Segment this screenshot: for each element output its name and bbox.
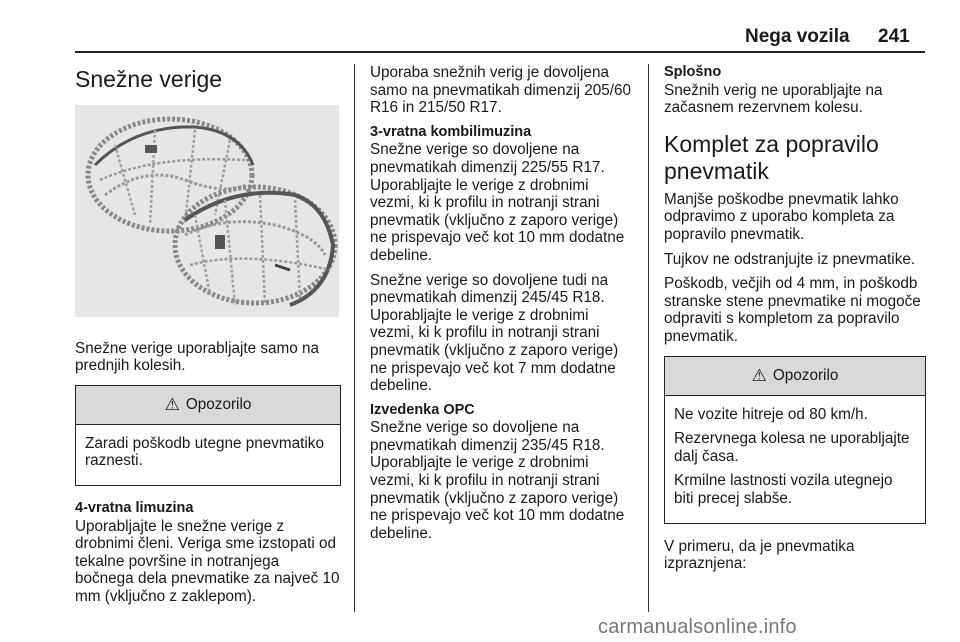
paragraph-opc: Snežne verige so dovoljene na pnevmatikah dimenzij 235/45 R18. Uporabljajte le verige z drobnimi vezmi, ki k profilu in notranji strani pnevmatik (vključno z zaporo verige) ne prispevajo več kot 10 mm dodatne debeline. [370, 419, 625, 542]
warning-line-handling: Krmilne lastnosti vozila utegnejo biti precej slabše. [674, 472, 893, 507]
paragraph-intro-dimensions: Uporaba snežnih verig je dovoljena samo na pnevmatikah dimenzij 205/60 R16 in 215/50 R17. [370, 64, 632, 117]
warning-line-speed: Ne vozite hitreje od 80 km/h. [674, 405, 868, 423]
subheading-general: Splošno [664, 64, 722, 80]
page-number: 241 [878, 26, 910, 47]
page-header-title: Nega vozila [745, 26, 850, 47]
snow-chains-illustration [75, 105, 339, 317]
subheading-4-door-sedan: 4-vratna limuzina [75, 499, 194, 516]
warning-line-spare: Rezervnega kolesa ne uporabljajte dalj časa. [674, 430, 910, 465]
warning-header [76, 386, 340, 425]
paragraph-4-door-sedan: Uporabljajte le snežne verige z drobnimi členi. Veriga sme izstopati od tekalne površine in notranjega bočnega dela pnevmatike za največ 10 mm (vključno z zaklepom). [75, 517, 340, 605]
warning-triangle-icon: ⚠ [164, 395, 180, 415]
warning-body-repair [665, 396, 925, 523]
warning-header-repair [665, 357, 925, 396]
warning-box-repair [664, 356, 926, 524]
section-title-snow-chains: Snežne verige [75, 66, 223, 92]
warning-text: Zaradi poškodb utegne pnevmatiko raznesti. [85, 434, 324, 470]
header-rule [75, 51, 925, 53]
column-2 [370, 64, 636, 549]
column-1 [75, 64, 341, 613]
warning-body [76, 425, 340, 485]
column-divider-2 [648, 64, 649, 612]
paragraph-repair-3: Poškodb, večjih od 4 mm, in poškodb stranske stene pnevmatike ni mogoče odpraviti s kompletom za popravilo pnevmatik. [664, 275, 921, 345]
column-3 [664, 64, 926, 580]
subheading-opc: Izvedenka OPC [370, 401, 475, 418]
section-title-tyre-repair-kit: Komplet za popravilo pnevmatik [664, 130, 879, 184]
paragraph-general: Snežnih verig ne uporabljajte na začasnem rezervnem kolesu. [664, 81, 883, 117]
paragraph-closing: V primeru, da je pnevmatika izpraznjena: [664, 537, 855, 573]
warning-title-repair: Opozorilo [772, 366, 839, 384]
warning-triangle-icon: ⚠ [751, 366, 767, 386]
paragraph-repair-1: Manjše poškodbe pnevmatik lahko odpravimo z uporabo kompleta za popravilo pnevmatik. [664, 190, 899, 243]
paragraph-hatchback-1: Snežne verige so dovoljene na pnevmatikah dimenzij 225/55 R17. Uporabljajte le verige z drobnimi vezmi, ki k profilu in notranji strani pnevmatik (vključno z zaporo verige) ne prispevajo več kot 10 mm dodatne debeline. [370, 141, 625, 264]
paragraph-hatchback-2: Snežne verige so dovoljene tudi na pnevmatikah dimenzij 245/45 R18. Uporabljajte le verige z drobnimi vezmi, ki k profilu in notranji strani pnevmatik (vključno z zaporo verige) ne prispevajo več kot 7 mm dodatne debeline. [370, 271, 619, 395]
column-divider-1 [354, 64, 355, 612]
caption-front-wheels: Snežne verige uporabljajte samo na prednjih kolesih. [75, 339, 320, 375]
subheading-3-door-hatchback: 3-vratna kombilimuzina [370, 123, 532, 140]
warning-title: Opozorilo [185, 395, 252, 413]
watermark: carmanualsonline.info [598, 616, 797, 638]
warning-box [75, 385, 341, 486]
paragraph-repair-2: Tujkov ne odstranjujte iz pnevmatike. [664, 250, 916, 268]
